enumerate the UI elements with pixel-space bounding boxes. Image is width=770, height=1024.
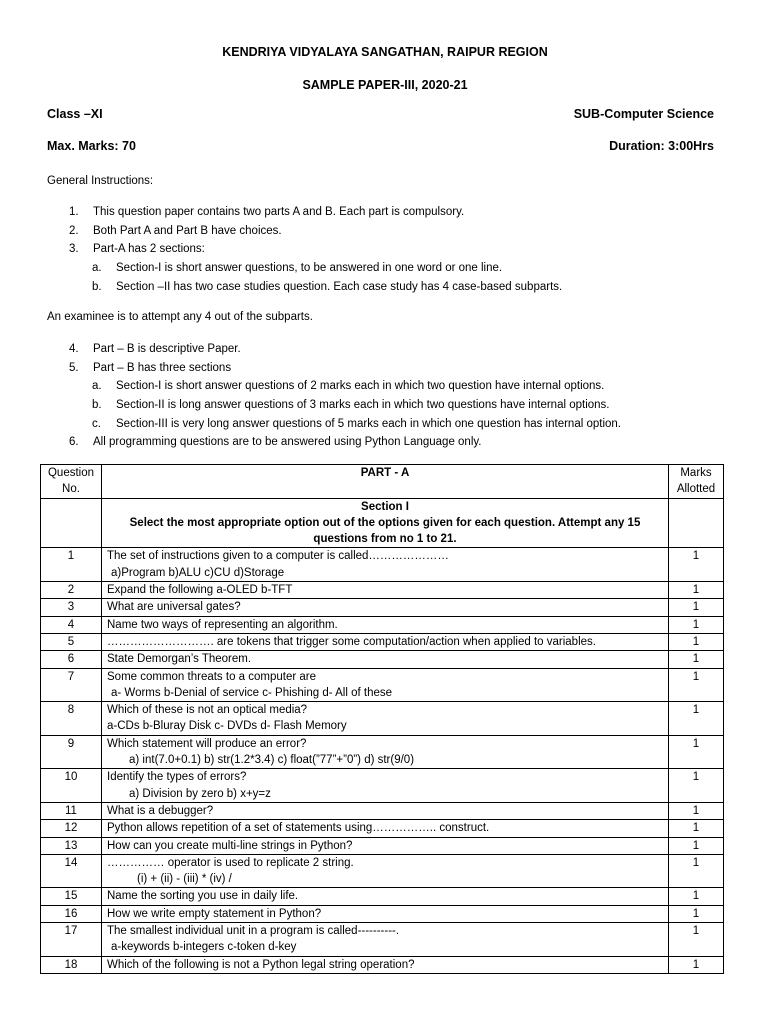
instruction-subitem: a. Section-I is short answer questions, to be answered in one word or one line. — [92, 262, 503, 275]
question-options: a) int(7.0+0.1) b) str(1.2*3.4) c) float(”77”+”0”) d) str(9/0) — [129, 754, 415, 767]
section-instructions: Select the most appropriate option out of the options given for each question. Attempt any 15 questions from no 1 to 21. — [129, 516, 641, 546]
question-text: Which of the following is not a Python legal string operation? — [107, 958, 415, 971]
paper-title: SAMPLE PAPER-III, 2020-21 — [302, 78, 468, 92]
table-row — [41, 702, 724, 736]
instructions-list-1 — [47, 203, 727, 296]
question-text: How we write empty statement in Python? — [107, 907, 322, 920]
marks-value: 1 — [669, 837, 724, 854]
marks-value: 1 — [669, 599, 724, 616]
table-row — [41, 837, 724, 854]
question-options: (i) + (ii) - (iii) * (iv) / — [137, 873, 232, 886]
question-number: 2 — [41, 582, 102, 599]
question-number: 12 — [41, 820, 102, 837]
question-cell — [102, 633, 669, 650]
organization-title: KENDRIYA VIDYALAYA SANGATHAN, RAIPUR REGION — [222, 45, 548, 59]
question-text: The smallest individual unit in a program is called----------. — [107, 925, 400, 938]
marks-value: 1 — [669, 905, 724, 922]
marks-value: 1 — [669, 820, 724, 837]
question-text: What are universal gates? — [107, 601, 241, 614]
question-number: 9 — [41, 735, 102, 769]
question-text: Expand the following a-OLED b-TFT — [107, 584, 293, 597]
table-row — [41, 633, 724, 650]
column-header-part: PART - A — [102, 465, 669, 499]
question-text: The set of instructions given to a computer is called………………… — [107, 550, 449, 563]
instructions-title: General Instructions: — [47, 175, 154, 187]
question-cell — [102, 802, 669, 819]
section-title: Section I — [361, 500, 409, 513]
question-text: Which of these is not an optical media? — [107, 704, 308, 717]
question-options: a) Division by zero b) x+y=z — [129, 787, 271, 800]
question-options: a- Worms b-Denial of service c- Phishing d- All of these — [111, 686, 393, 699]
marks-value: 1 — [669, 633, 724, 650]
table-row — [41, 854, 724, 888]
table-row — [41, 802, 724, 819]
question-number: 14 — [41, 854, 102, 888]
question-text: ………………………. are tokens that trigger some computation/action when applied to variables. — [107, 635, 596, 648]
question-cell — [102, 702, 669, 736]
question-text: Which statement will produce an error? — [107, 737, 307, 750]
examinee-note: An examinee is to attempt any 4 out of the subparts. — [47, 311, 313, 323]
question-number: 13 — [41, 837, 102, 854]
question-number: 11 — [41, 802, 102, 819]
question-number: 18 — [41, 956, 102, 973]
instruction-item: 3. Part-A has 2 sections: — [69, 243, 205, 256]
marks-value: 1 — [669, 735, 724, 769]
question-cell — [102, 599, 669, 616]
instruction-item: 4. Part – B is descriptive Paper. — [69, 343, 241, 355]
table-row — [41, 599, 724, 616]
marks-value: 1 — [669, 582, 724, 599]
question-number: 1 — [41, 548, 102, 582]
instruction-subitem: c. Section-III is very long answer questions of 5 marks each in which one question has internal option. — [92, 417, 622, 430]
table-header-row — [41, 465, 724, 499]
question-cell — [102, 651, 669, 668]
table-row — [41, 668, 724, 702]
max-marks-label: Max. Marks: 70 — [47, 139, 136, 153]
class-label: Class –XI — [47, 107, 103, 121]
marks-value: 1 — [669, 923, 724, 957]
marks-value: 1 — [669, 769, 724, 803]
marks-value: 1 — [669, 548, 724, 582]
table-row — [41, 905, 724, 922]
question-number: 17 — [41, 923, 102, 957]
question-cell — [102, 905, 669, 922]
question-number: 16 — [41, 905, 102, 922]
table-row — [41, 888, 724, 905]
question-text: …………… operator is used to replicate 2 string. — [107, 856, 354, 869]
question-cell — [102, 582, 669, 599]
question-number: 3 — [41, 599, 102, 616]
table-row — [41, 820, 724, 837]
question-text: Name two ways of representing an algorithm. — [107, 618, 338, 631]
marks-value: 1 — [669, 702, 724, 736]
question-number: 8 — [41, 702, 102, 736]
instruction-subitem: b. Section –II has two case studies question. Each case study has 4 case-based subparts. — [92, 280, 563, 293]
marks-value: 1 — [669, 668, 724, 702]
question-cell — [102, 837, 669, 854]
question-cell — [102, 923, 669, 957]
question-options: a-CDs b-Bluray Disk c- DVDs d- Flash Memory — [107, 720, 347, 733]
instruction-item: 2. Both Part A and Part B have choices. — [69, 224, 282, 237]
subject-label: SUB-Computer Science — [573, 107, 714, 121]
question-cell — [102, 888, 669, 905]
question-text: How can you create multi-line strings in Python? — [107, 839, 353, 852]
question-number: 15 — [41, 888, 102, 905]
marks-duration-line — [47, 139, 714, 153]
question-cell — [102, 854, 669, 888]
column-header-question-no: Question No. — [41, 465, 102, 499]
question-number: 5 — [41, 633, 102, 650]
questions-body — [41, 498, 724, 973]
table-row — [41, 769, 724, 803]
table-row — [41, 735, 724, 769]
question-text: Name the sorting you use in daily life. — [107, 890, 299, 903]
marks-value: 1 — [669, 888, 724, 905]
instruction-item: 5. Part – B has three sections — [69, 361, 232, 374]
table-row — [41, 582, 724, 599]
question-cell — [102, 548, 669, 582]
question-text: Identify the types of errors? — [107, 771, 247, 784]
question-number: 6 — [41, 651, 102, 668]
marks-value: 1 — [669, 854, 724, 888]
question-cell — [102, 735, 669, 769]
question-cell — [102, 956, 669, 973]
question-text: What is a debugger? — [107, 804, 214, 817]
question-text: Python allows repetition of a set of statements using…………….. construct. — [107, 822, 490, 835]
question-number: 4 — [41, 616, 102, 633]
table-row — [41, 616, 724, 633]
questions-table — [40, 464, 724, 974]
question-number: 7 — [41, 668, 102, 702]
question-options: a-keywords b-integers c-token d-key — [111, 941, 297, 954]
question-cell — [102, 616, 669, 633]
question-cell — [102, 668, 669, 702]
marks-value: 1 — [669, 956, 724, 973]
instruction-item: 1. This question paper contains two parts A and B. Each part is compulsory. — [69, 206, 465, 218]
section-row — [41, 498, 724, 548]
marks-value: 1 — [669, 802, 724, 819]
duration-label: Duration: 3:00Hrs — [609, 139, 714, 153]
table-row — [41, 651, 724, 668]
instruction-item: 6. All programming questions are to be answered using Python Language only. — [69, 436, 482, 449]
question-text: State Demorgan’s Theorem. — [107, 653, 252, 666]
column-header-marks: Marks Allotted — [669, 465, 724, 499]
marks-value: 1 — [669, 616, 724, 633]
instruction-subitem: a. Section-I is short answer questions of 2 marks each in which two question have internal options. — [92, 380, 605, 393]
question-cell — [102, 820, 669, 837]
question-text: Some common threats to a computer are — [107, 670, 317, 683]
table-row — [41, 956, 724, 973]
class-subject-line — [47, 107, 714, 121]
question-number: 10 — [41, 769, 102, 803]
instructions-list-2 — [47, 340, 727, 452]
table-row — [41, 548, 724, 582]
question-options: a)Program b)ALU c)CU d)Storage — [111, 566, 285, 579]
marks-value: 1 — [669, 651, 724, 668]
instruction-subitem: b. Section-II is long answer questions of 3 marks each in which two questions have internal options. — [92, 399, 610, 412]
question-cell — [102, 769, 669, 803]
table-row — [41, 923, 724, 957]
